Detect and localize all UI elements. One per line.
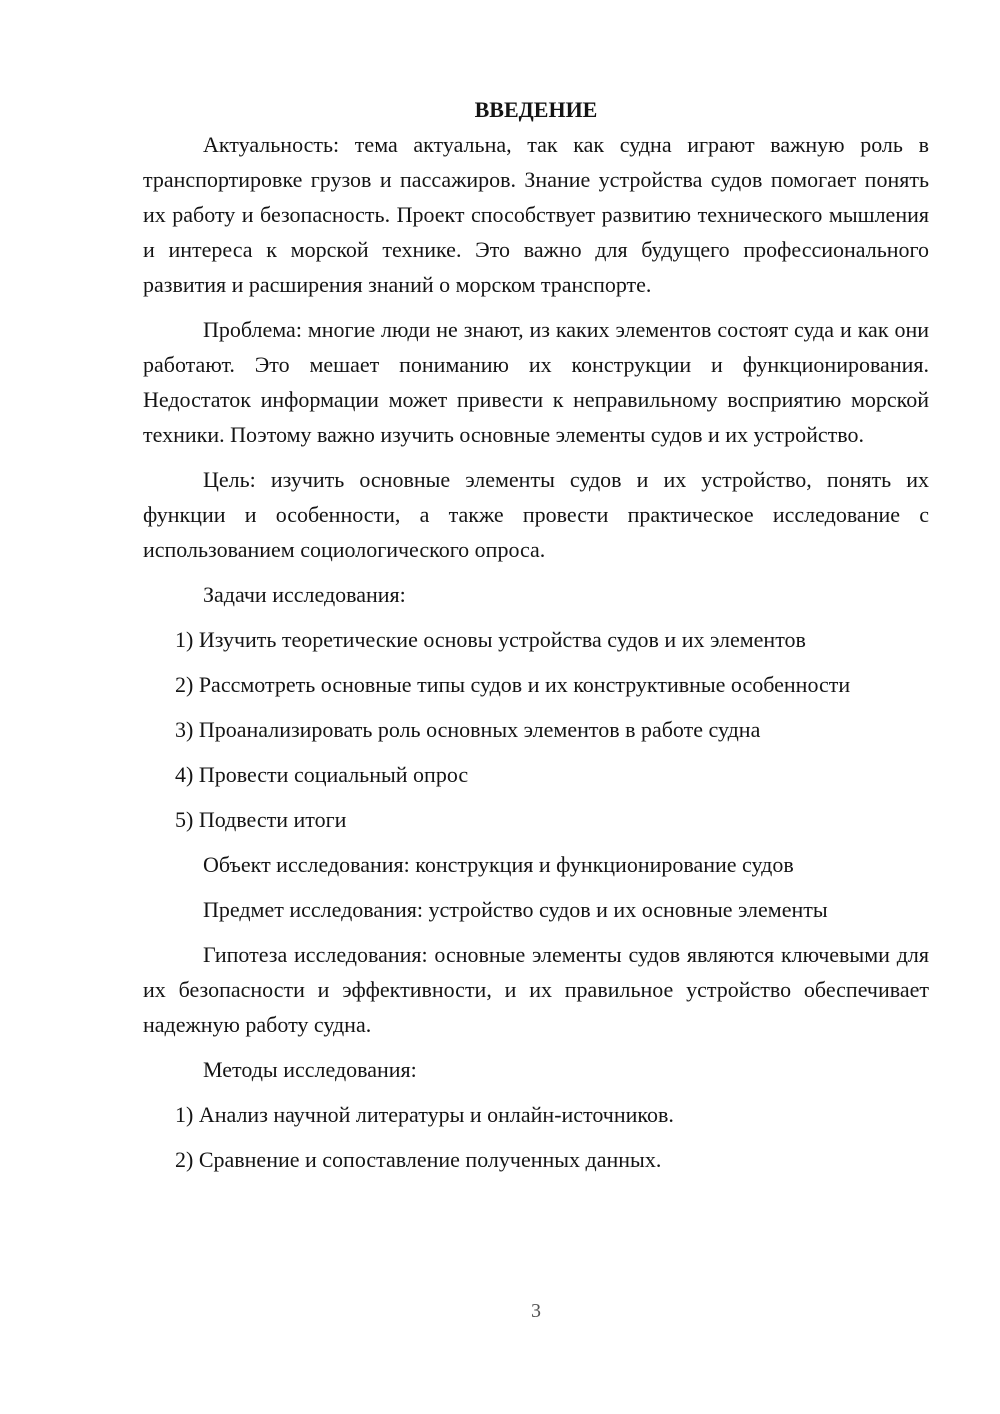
actuality-paragraph: Актуальность: тема актуальна, так как судна играют важную роль в транспортировке грузов и пассажиров. Знание устройства судов помогает понять их работу и безопасность. Проект способствует развитию технического мышления и интереса к морской технике. Это важно для будущего профессионального развития и расширения знаний о морском транспорте. [143, 132, 929, 297]
task-item-5: 5) Подвести итоги [175, 807, 347, 832]
task-item-2: 2) Рассмотреть основные типы судов и их конструктивные особенности [175, 672, 851, 697]
task-item-4: 4) Провести социальный опрос [175, 762, 469, 787]
hypothesis-paragraph: Гипотеза исследования: основные элементы судов являются ключевыми для их безопасности и эффективности, и их правильное устройство обеспечивает надежную работу судна. [143, 942, 929, 1037]
page-content [143, 94, 929, 1187]
page-title: ВВЕДЕНИЕ [474, 97, 598, 122]
methods-heading: Методы исследования: [203, 1057, 417, 1082]
task-item-1: 1) Изучить теоретические основы устройства судов и их элементов [175, 627, 806, 652]
problem-paragraph: Проблема: многие люди не знают, из каких элементов состоят суда и как они работают. Это мешает пониманию их конструкции и функционирования. Недостаток информации может привести к неправильному восприятию морской техники. Поэтому важно изучить основные элементы судов и их устройство. [143, 317, 929, 447]
tasks-heading: Задачи исследования: [203, 582, 406, 607]
subject-line: Предмет исследования: устройство судов и их основные элементы [203, 897, 828, 922]
goal-paragraph: Цель: изучить основные элементы судов и их устройство, понять их функции и особенности, а также провести практическое исследование с использованием социологического опроса. [143, 467, 929, 562]
method-item-1: 1) Анализ научной литературы и онлайн-источников. [175, 1102, 674, 1127]
page-number: 3 [531, 1300, 541, 1322]
task-item-3: 3) Проанализировать роль основных элементов в работе судна [175, 717, 761, 742]
method-item-2: 2) Сравнение и сопоставление полученных данных. [175, 1147, 662, 1172]
object-line: Объект исследования: конструкция и функционирование судов [203, 852, 794, 877]
